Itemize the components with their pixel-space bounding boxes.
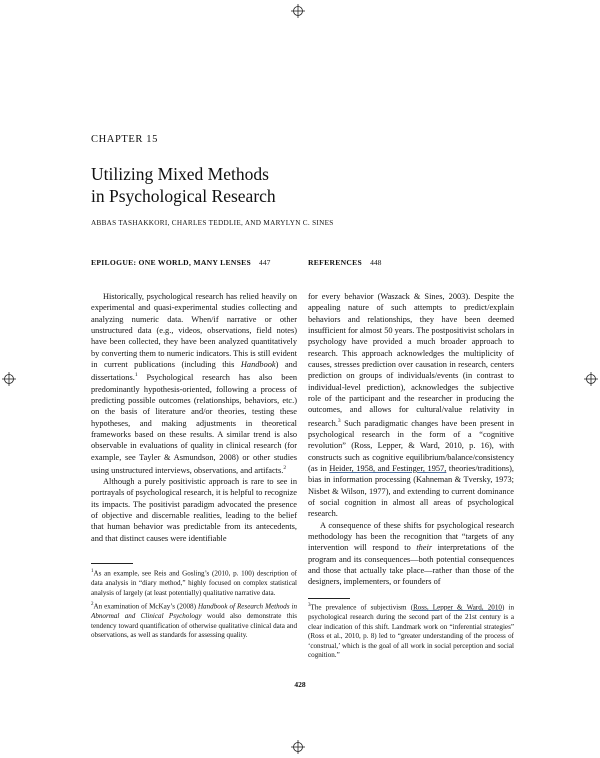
body-paragraph: Although a purely positivistic approach is rare to see in portrayals of psychological research, it is helpful to recognize its impacts. The positivist paradigm advocated the presence of objective and discernable realities, leading to the belief that human behavior was predictable from its antecedents, and that distinct causes were identifiable xyxy=(91,477,297,543)
footnote-ref-1[interactable]: 1 xyxy=(134,372,138,379)
footnote-ref-2[interactable]: 2 xyxy=(283,464,287,471)
registration-mark-bottom xyxy=(291,740,305,754)
body-text: theories/traditions), bias in information processing (Kahneman & Tversky, 1973; Nisbet & Wilson, 1977), and extending to current dominance of social cognition in almost all areas of psychological research. xyxy=(308,463,514,519)
footnote-mark: 1 xyxy=(91,569,94,574)
footnote-text: would also demonstrate this tendency toward quantification of otherwise qualitative clinical data and observations, as well as standards for assessing quality. xyxy=(91,612,297,640)
footnotes-left xyxy=(91,567,297,643)
footnote-ref-3[interactable]: 3 xyxy=(337,417,341,424)
footnote-mark: 3 xyxy=(308,603,311,608)
toc-section-title: EPILOGUE: ONE WORLD, MANY LENSES xyxy=(91,258,252,267)
toc-section-title: REFERENCES xyxy=(308,258,363,267)
body-paragraph xyxy=(308,520,514,588)
body-text: Psychological research has also been predominantly hypothesis-oriented, following a process of predicting possible outcomes (relationships, behaviors, etc.) on the basis of literature and/or theories, testing these hypotheses, and making adjustments in theoretical frameworks based on these results. A similar trend is also observable in evaluations of quality in clinical research (for example, see Tayler & Asmundson, 2008) or other studies using unstructured interviews, observations, and artifacts. xyxy=(91,373,297,475)
body-paragraph xyxy=(308,291,514,520)
chapter-authors: ABBAS TASHAKKORI, CHARLES TEDDLIE, AND MARYLYN C. SINES xyxy=(91,219,334,227)
chapter-number: CHAPTER 15 xyxy=(91,134,158,145)
body-column-right xyxy=(308,291,514,588)
chapter-title-line-2: in Psychological Research xyxy=(91,186,276,206)
registration-mark-right xyxy=(584,372,598,386)
registration-mark-left xyxy=(2,372,16,386)
handbook-italic: Handbook xyxy=(240,360,276,370)
footnote-mark: 2 xyxy=(91,602,94,608)
citation-link-heider-festinger[interactable]: Heider, 1958, and Festinger, 1957, xyxy=(329,463,447,473)
body-text: for every behavior (Waszack & Sines, 2003). Despite the appealing nature of such attempts to predict/explain behaviors and relationships, they have been deemed insufficient for almost 50 years. The postpositivist scholars in psychology have provided a much broader approach to research. This approach acknowledges the multiplicity of causes, stresses prediction over causation in research, centers prediction on groups of individuals/events (in contrast to individual-level prediction), acknowledges the subjective role of the participant and the researcher in producing the outcomes, and allows for cultural/value relativity in research. xyxy=(308,292,514,428)
footnote-rule-right xyxy=(308,598,350,599)
footnote-1 xyxy=(91,567,297,598)
toc-page-number: 447 xyxy=(259,258,271,267)
body-text: interpretations of the program and its consequences—both potential consequences and those that actually take place—rather than those of the designers, implementers, or founders of xyxy=(308,543,514,587)
body-text: Historically, psychological research has relied heavily on experimental and quasi-experimental studies collecting and analyzing numeric data. When/if narrative or other unstructured data (e.g., videos, observations, field notes) have been collected, they have been analyzed quantitatively by converting them to numeric indicators. This is still evident in current publications (including this xyxy=(91,292,297,370)
their-italic: their xyxy=(416,543,433,553)
footnote-text: ) in psychological research during the second part of the 21st century is a clear indication of this shift. Landmark work on “inferential strategies” (Ross et al., 2010, p. 8) led to “greater understanding of the process of ‘construal,’ which is the goal of all work in social perception and social cognition.” xyxy=(308,603,514,660)
footnote-text: An examination of McKay’s (2008) xyxy=(93,602,198,611)
footnote-rule-left xyxy=(91,563,133,564)
body-text: Such paradigmatic changes have been present in psychological research in the form of a “cognitive revolution” (Ross, Lepper, & Ward, 2010, p. 16), with constructs such as cognitive equilibrium/balance/consistency (as in xyxy=(308,418,514,473)
book-title-italic: Handbook of Research Methods in Abnormal and Clinical Psychology xyxy=(91,602,297,621)
toc-entry-references[interactable] xyxy=(308,258,381,267)
footnote-text: As an example, see Reis and Gosling’s (2010, p. 100) description of data analysis in “diary method,” highly focused on complex statistical analysis of largely (at least potentially) qualitative narrative data. xyxy=(91,569,297,597)
chapter-title-line-1: Utilizing Mixed Methods xyxy=(91,164,269,184)
body-text: ) and dissertations. xyxy=(91,360,297,383)
body-paragraph xyxy=(91,291,297,476)
footnote-text: The prevalence of subjectivism ( xyxy=(310,603,414,612)
citation-link-ross[interactable]: Ross, Lepper & Ward, 2010 xyxy=(413,603,502,612)
footnote-2 xyxy=(91,600,297,641)
footnote-3 xyxy=(308,601,514,661)
toc-page-number: 448 xyxy=(370,258,382,267)
toc-entry-epilogue[interactable] xyxy=(91,258,270,267)
chapter-title xyxy=(91,163,276,207)
page-number: 428 xyxy=(294,680,306,689)
body-column-left xyxy=(91,291,297,544)
registration-mark-top xyxy=(291,4,305,18)
footnotes-right xyxy=(308,601,514,663)
body-text: A consequence of these shifts for psychological research methodology has been the recognition that “targets of any intervention will respond to xyxy=(308,520,514,553)
